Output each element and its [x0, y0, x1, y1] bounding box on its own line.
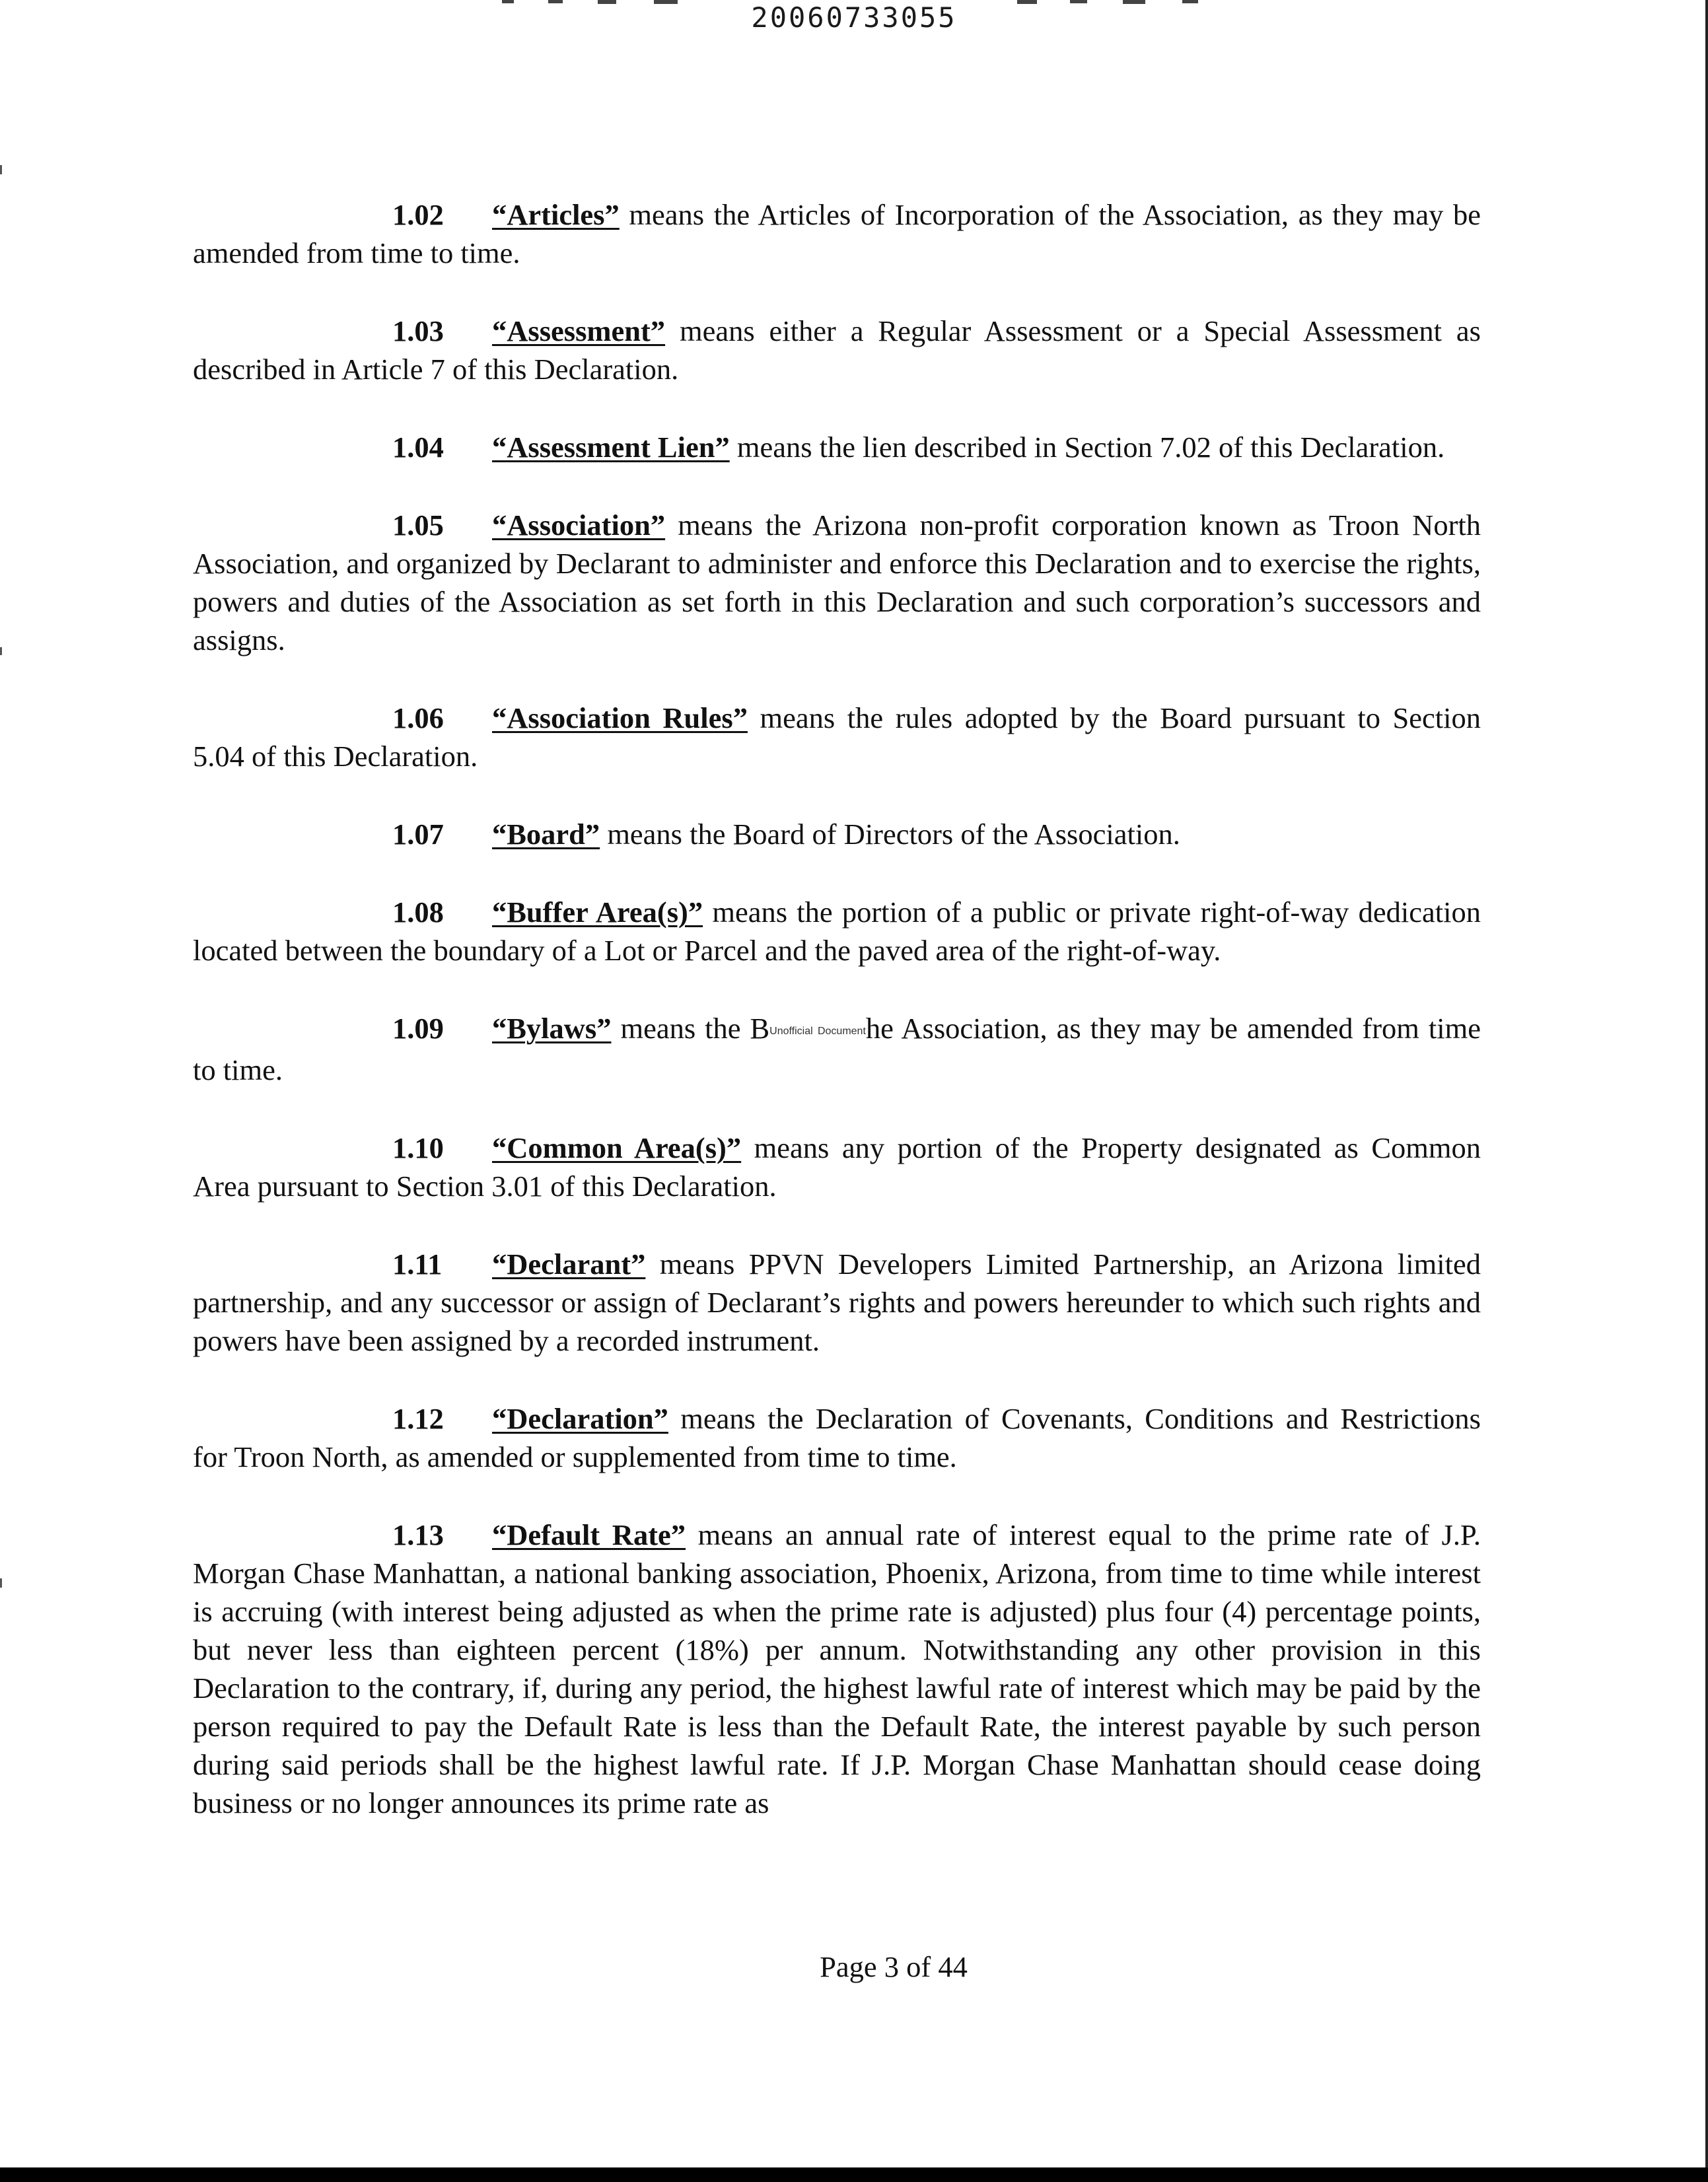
definition-1-10 — [193, 1129, 1481, 1205]
section-number: 1.12 — [392, 1402, 444, 1435]
section-number: 1.02 — [392, 198, 444, 231]
definition-text-continued: he Association, as they may be amended from time to time. — [193, 1012, 1481, 1086]
section-number: 1.13 — [392, 1518, 444, 1551]
defined-term: “Assessment” — [492, 314, 666, 347]
definition-text: means PPVN Developers Limited Partnership, an Arizona limited partnership, and any successor or assign of Declarant’s rights and powers hereunder to which such rights and powers have been assigned by a recorded instrument. — [193, 1248, 1481, 1357]
definition-text: means any portion of the Property designated as Common Area pursuant to Section 3.01 of this Declaration. — [193, 1131, 1481, 1203]
page-footer — [0, 1950, 1708, 1984]
definition-1-11 — [193, 1245, 1481, 1360]
definition-text: means an annual rate of interest equal to the prime rate of J.P. Morgan Chase Manhattan, a national banking association, Phoenix, Arizona, from time to time while interest is accruing (with interest being adjusted as when the prime rate is adjusted) plus four (4) percentage points, but never less than eighteen percent (18%) per annum. Notwithstanding any other provision in this Declaration to the contrary, if, during any period, the highest lawful rate of interest which may be paid by the person required to pay the Default Rate is less than the Default Rate, the interest payable by such person during said periods shall be the highest lawful rate. If J.P. Morgan Chase Manhattan should cease doing business or no longer announces its prime rate as — [193, 1518, 1481, 1819]
definition-text: means the lien described in Section 7.02 of this Declaration. — [729, 431, 1445, 464]
defined-term: “Association Rules” — [492, 701, 748, 734]
defined-term: “Assessment Lien” — [492, 431, 730, 464]
definition-text: means the portion of a public or private right-of-way dedication located between the boundary of a Lot or Parcel and the paved area of the right-of-way. — [193, 896, 1481, 967]
definition-1-02 — [193, 195, 1481, 272]
section-number: 1.03 — [392, 314, 444, 347]
definition-1-13 — [193, 1516, 1481, 1822]
defined-term: “Association” — [492, 509, 666, 542]
scan-speck — [0, 165, 2, 174]
defined-term: “Declarant” — [492, 1248, 646, 1281]
definitions-section — [193, 195, 1481, 1862]
definition-1-09 — [193, 1009, 1481, 1089]
definition-text: means the Articles of Incorporation of the Association, as they may be amended from time to time. — [193, 198, 1481, 269]
definition-text: means the Board of Directors of the Association. — [600, 818, 1180, 851]
section-number: 1.11 — [392, 1248, 443, 1281]
definition-text: means the rules adopted by the Board pursuant to Section 5.04 of this Declaration. — [193, 701, 1481, 773]
defined-term: “Declaration” — [492, 1402, 668, 1435]
defined-term: “Common Area(s)” — [492, 1131, 742, 1164]
unofficial-document-watermark: Unofficial Document — [769, 1026, 866, 1037]
scan-right-edge — [1705, 0, 1708, 2182]
section-number: 1.09 — [392, 1012, 444, 1045]
definition-1-12 — [193, 1399, 1481, 1476]
section-number: 1.08 — [392, 896, 444, 929]
definition-1-03 — [193, 312, 1481, 388]
defined-term: “Board” — [492, 818, 600, 851]
defined-term: “Bylaws” — [492, 1012, 612, 1045]
definition-1-04 — [193, 428, 1481, 466]
definition-1-06 — [193, 699, 1481, 775]
definition-text: means either a Regular Assessment or a Special Assessment as described in Article 7 of this Declaration. — [193, 314, 1481, 386]
definition-text: means the Arizona non-profit corporation known as Troon North Association, and organized by Declarant to administer and enforce this Declaration and to exercise the rights, powers and duties of the Association as set forth in this Declaration and such corporation’s successors and assigns. — [193, 509, 1481, 656]
definition-text: means the Declaration of Covenants, Conditions and Restrictions for Troon North, as amended or supplemented from time to time. — [193, 1402, 1481, 1473]
defined-term: “Default Rate” — [492, 1518, 686, 1551]
section-number: 1.07 — [392, 818, 444, 851]
recording-number: 20060733055 — [751, 1, 957, 34]
defined-term: “Articles” — [492, 198, 620, 231]
section-number: 1.04 — [392, 431, 444, 464]
defined-term: “Buffer Area(s)” — [492, 896, 703, 929]
definition-1-08 — [193, 893, 1481, 969]
page-number: Page 3 of 44 — [820, 1950, 968, 1983]
section-number: 1.10 — [392, 1131, 444, 1164]
scan-bottom-bar — [0, 2167, 1708, 2182]
section-number: 1.06 — [392, 701, 444, 734]
definition-1-05 — [193, 506, 1481, 659]
definition-1-07 — [193, 815, 1481, 853]
scan-speck — [0, 1578, 2, 1588]
section-number: 1.05 — [392, 509, 444, 542]
definition-text: means the B — [611, 1012, 770, 1045]
scan-speck — [0, 647, 2, 655]
